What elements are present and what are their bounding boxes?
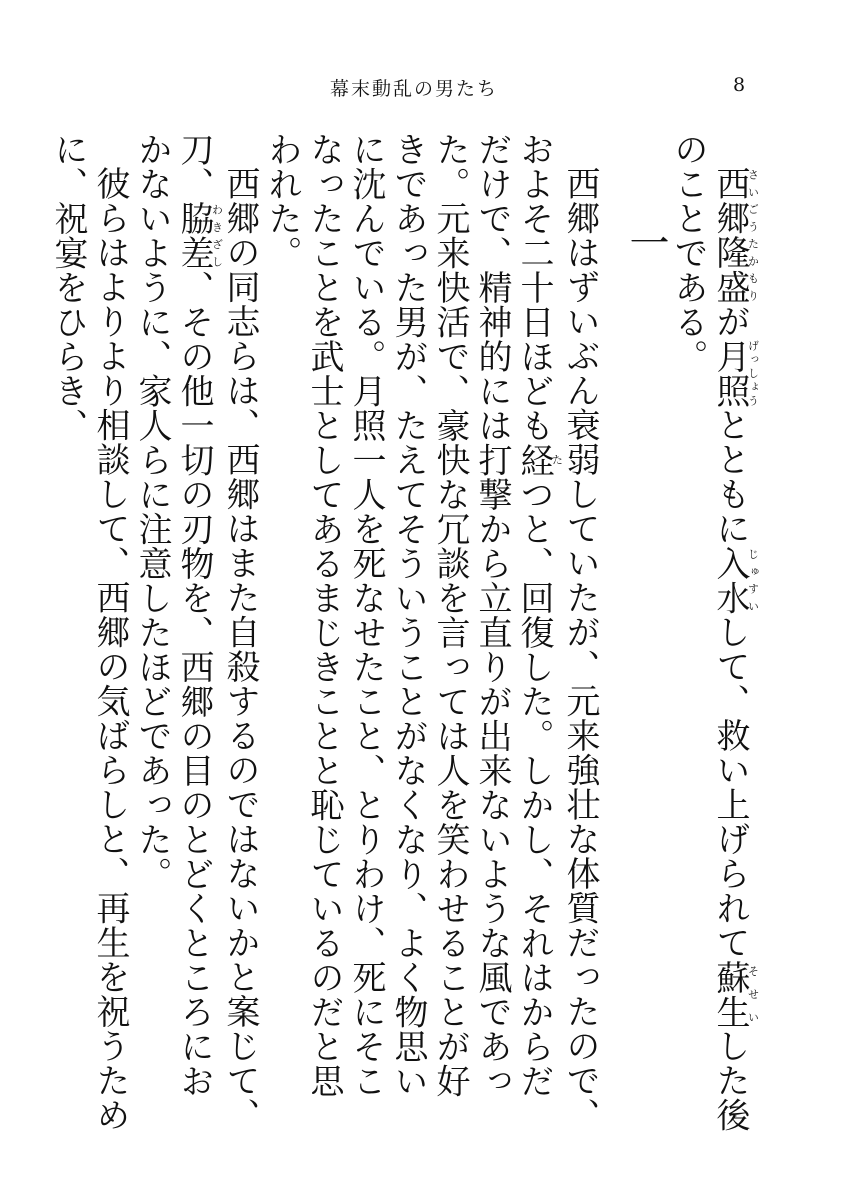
- text-run: 西郷の同志らは、西郷はまた自殺するのではないかと案じて、刀、: [174, 132, 260, 1132]
- text-run: して、救い上げられて: [710, 614, 750, 960]
- ruby-word: 脇差わきざし: [174, 201, 224, 270]
- text-run: つと、回復した。しかし、それはからだだけで、精神的には打撃から立直りが出来ないような風であった。元来快活で、豪快な冗談を言っては人を笑わせることが好きであった男が、たえてそういうことがなくなり、よく物思いに沈んでいる。月照一人を死なせたこと、とりわけ、死にそこなったことを武士としてあるまじきことと恥じているのだと思われた。: [262, 132, 554, 1098]
- ruby-word: 月照げっしょう: [710, 338, 760, 408]
- text-run: した後のことである。: [668, 132, 750, 1132]
- furigana: た: [550, 442, 564, 477]
- furigana: そせい: [746, 959, 760, 1029]
- furigana: じゅすい: [746, 545, 760, 615]
- furigana: げっしょう: [746, 338, 760, 408]
- ruby-word: 経た: [514, 442, 564, 477]
- furigana: さいごうたかもり: [746, 166, 760, 304]
- paragraph-3: [131, 132, 261, 1132]
- ruby-word: 入水じゅすい: [710, 545, 760, 615]
- ruby-word: 西郷隆盛さいごうたかもり: [710, 166, 760, 304]
- text-run: 彼らはよりより相談して、西郷の気ばらしと、再生を祝うために、祝宴をひらき、: [48, 132, 130, 1132]
- paragraph-4: [47, 132, 131, 1132]
- body-text: [47, 132, 759, 1132]
- section-number: 一: [623, 222, 669, 263]
- ruby-word: 蘇生そせい: [710, 959, 760, 1029]
- paragraph-1: [667, 132, 759, 1132]
- paragraph-2: [261, 132, 601, 1132]
- text-run: とともに: [710, 407, 750, 546]
- text-run: 、その他一切の刃物を、西郷の目のとどくところにおかないように、家人らに注意したほどであった。: [132, 132, 214, 1098]
- book-title: 幕末動乱の男たち: [330, 78, 499, 100]
- running-head: [0, 70, 841, 100]
- text-run: が: [710, 304, 750, 339]
- furigana: わきざし: [210, 201, 224, 270]
- text-run: 西郷はずいぶん衰弱していたが、元来強壮な体質だったので、およそ二十日ほども: [514, 132, 600, 1132]
- page-number: 8: [733, 74, 746, 96]
